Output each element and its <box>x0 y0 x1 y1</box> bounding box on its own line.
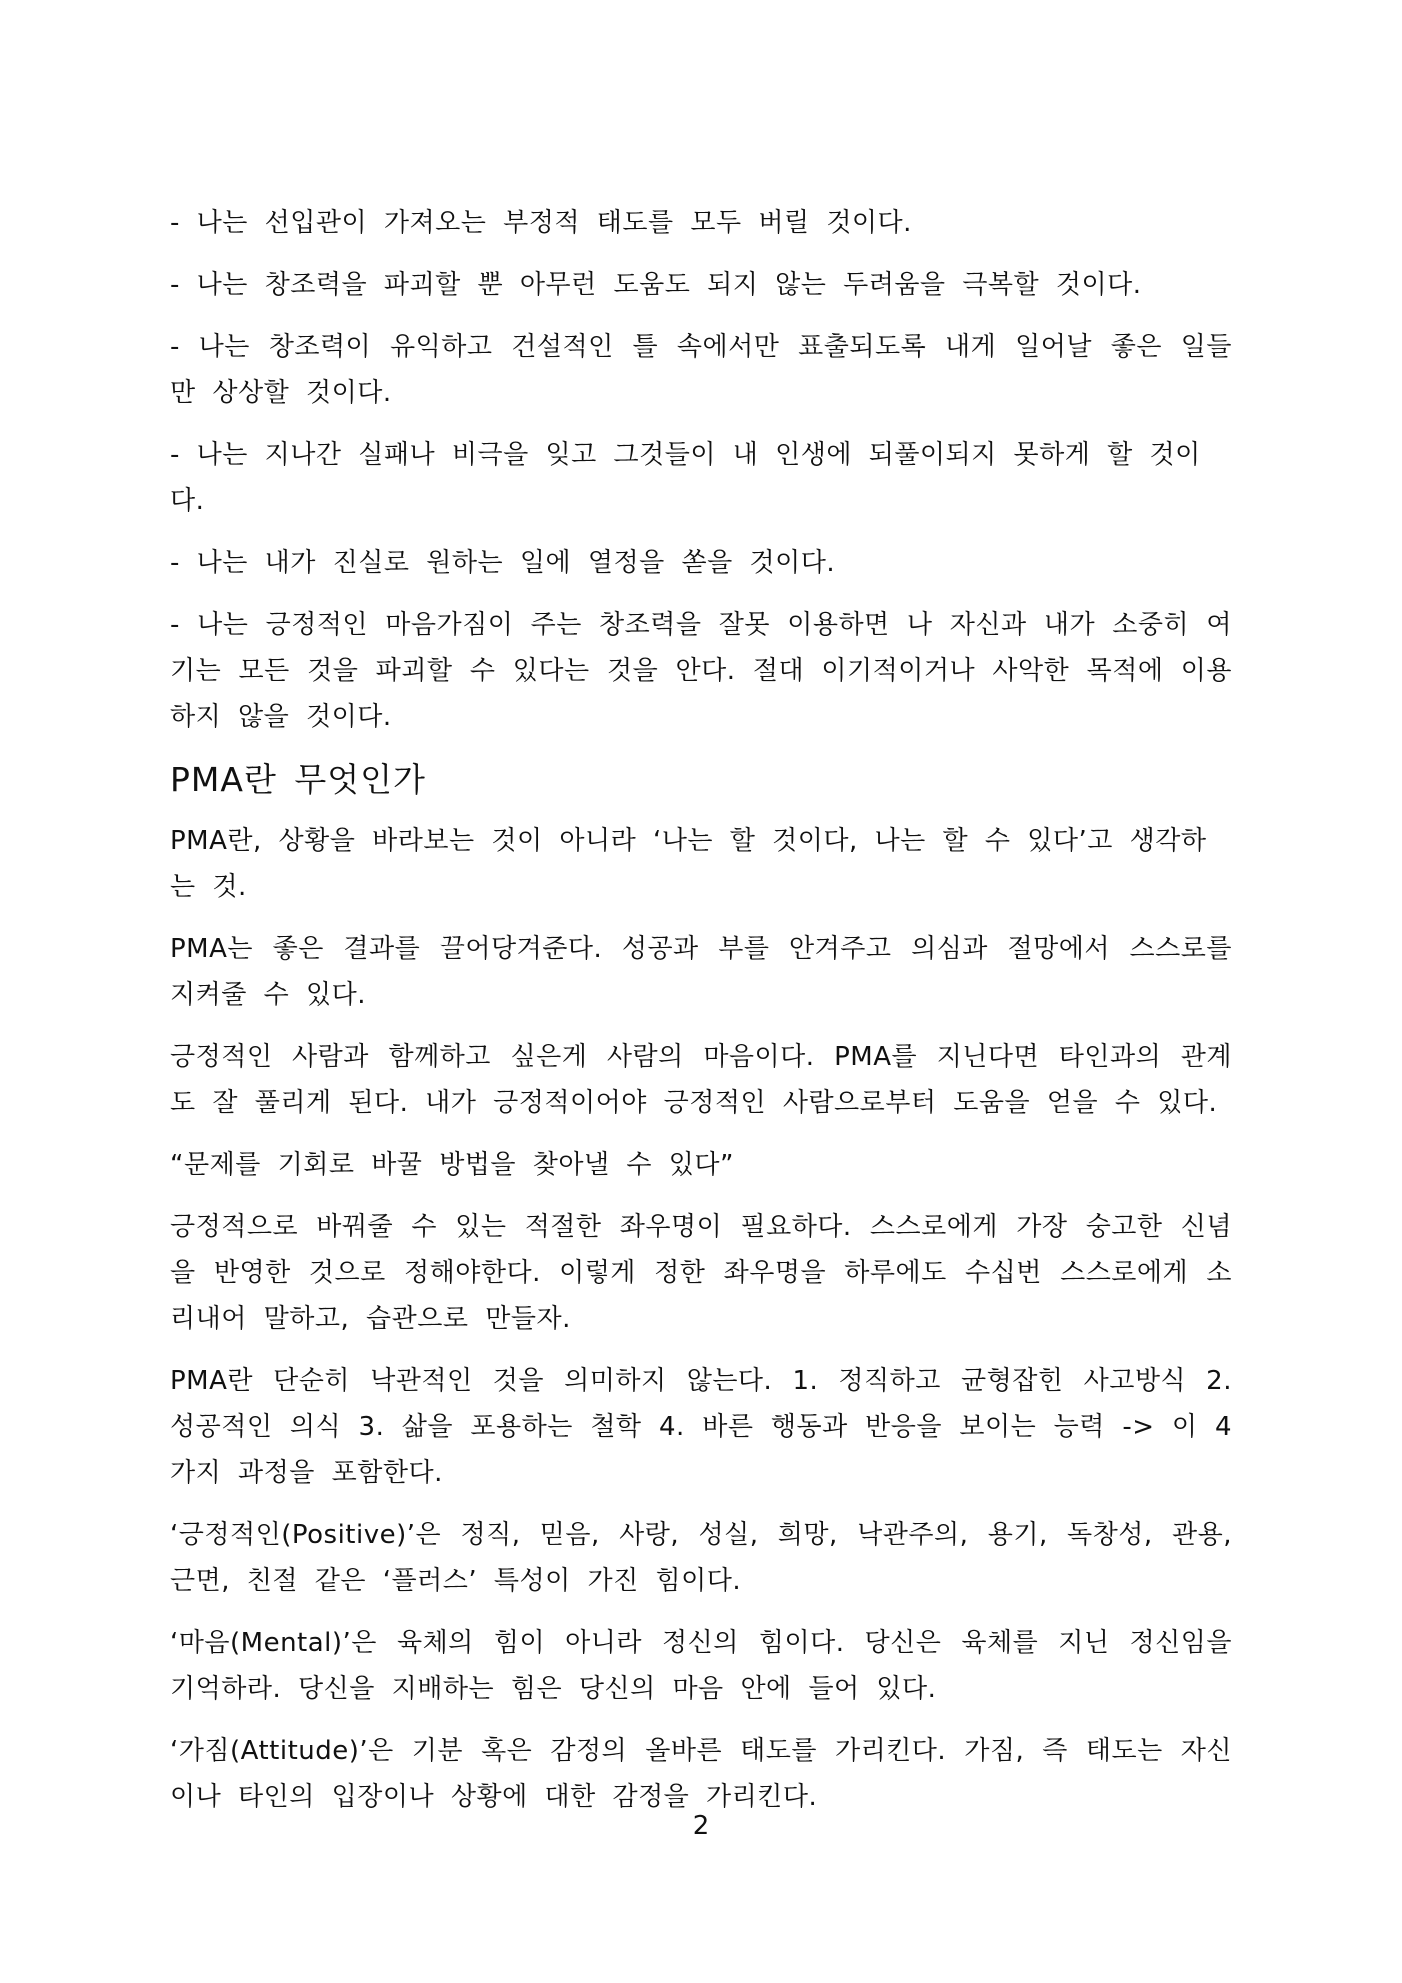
page-number: 2 <box>692 1811 710 1841</box>
section-paragraph: PMA란 단순히 낙관적인 것을 의미하지 않는다. 1. 정직하고 균형잡힌 사고방식 2. 성공적인 의식 3. 삶을 포용하는 철학 4. 바른 행동과 반응을 보이는 능력 -> 이 4가지 과정을 포함한다. <box>170 1366 1232 1488</box>
resolution-item: - 나는 창조력이 유익하고 건설적인 틀 속에서만 표출되도록 내게 일어날 좋은 일들만 상상할 것이다. <box>170 332 1232 408</box>
resolution-item: - 나는 선입관이 가져오는 부정적 태도를 모두 버릴 것이다. <box>170 208 912 238</box>
section-paragraph: PMA는 좋은 결과를 끌어당겨준다. 성공과 부를 안겨주고 의심과 절망에서 스스로를 지켜줄 수 있다. <box>170 934 1232 1010</box>
section-heading: PMA란 무엇인가 <box>170 760 426 799</box>
resolution-item: - 나는 창조력을 파괴할 뿐 아무런 도움도 되지 않는 두려움을 극복할 것이다. <box>170 270 1142 300</box>
section-quote: “문제를 기회로 바꿀 방법을 찾아낼 수 있다” <box>170 1150 734 1180</box>
section-paragraph: 긍정적인 사람과 함께하고 싶은게 사람의 마음이다. PMA를 지닌다면 타인과의 관계도 잘 풀리게 된다. 내가 긍정적이어야 긍정적인 사람으로부터 도움을 얻을 수 있다. <box>170 1042 1232 1118</box>
section-paragraph: PMA란, 상황을 바라보는 것이 아니라 ‘나는 할 것이다, 나는 할 수 있다’고 생각하는 것. <box>170 826 1207 902</box>
resolution-item: - 나는 지나간 실패나 비극을 잊고 그것들이 내 인생에 되풀이되지 못하게 할 것이다. <box>170 440 1201 516</box>
resolution-item: - 나는 내가 진실로 원하는 일에 열정을 쏟을 것이다. <box>170 548 836 578</box>
section-paragraph: ‘마음(Mental)’은 육체의 힘이 아니라 정신의 힘이다. 당신은 육체를 지닌 정신임을 기억하라. 당신을 지배하는 힘은 당신의 마음 안에 들어 있다. <box>170 1628 1232 1704</box>
section-paragraph: ‘긍정적인(Positive)’은 정직, 믿음, 사랑, 성실, 희망, 낙관주의, 용기, 독창성, 관용, 근면, 친절 같은 ‘플러스’ 특성이 가진 힘이다. <box>170 1520 1232 1596</box>
section-paragraph: 긍정적으로 바꿔줄 수 있는 적절한 좌우명이 필요하다. 스스로에게 가장 숭고한 신념을 반영한 것으로 정해야한다. 이렇게 정한 좌우명을 하루에도 수십번 스스로에게 소리내어 말하고, 습관으로 만들자. <box>170 1212 1232 1334</box>
page-body <box>170 200 1232 1836</box>
resolution-item: - 나는 긍정적인 마음가짐이 주는 창조력을 잘못 이용하면 나 자신과 내가 소중히 여기는 모든 것을 파괴할 수 있다는 것을 안다. 절대 이기적이거나 사악한 목적에 이용하지 않을 것이다. <box>170 610 1232 732</box>
section-paragraph: ‘가짐(Attitude)’은 기분 혹은 감정의 올바른 태도를 가리킨다. 가짐, 즉 태도는 자신이나 타인의 입장이나 상황에 대한 감정을 가리킨다. <box>170 1736 1232 1812</box>
